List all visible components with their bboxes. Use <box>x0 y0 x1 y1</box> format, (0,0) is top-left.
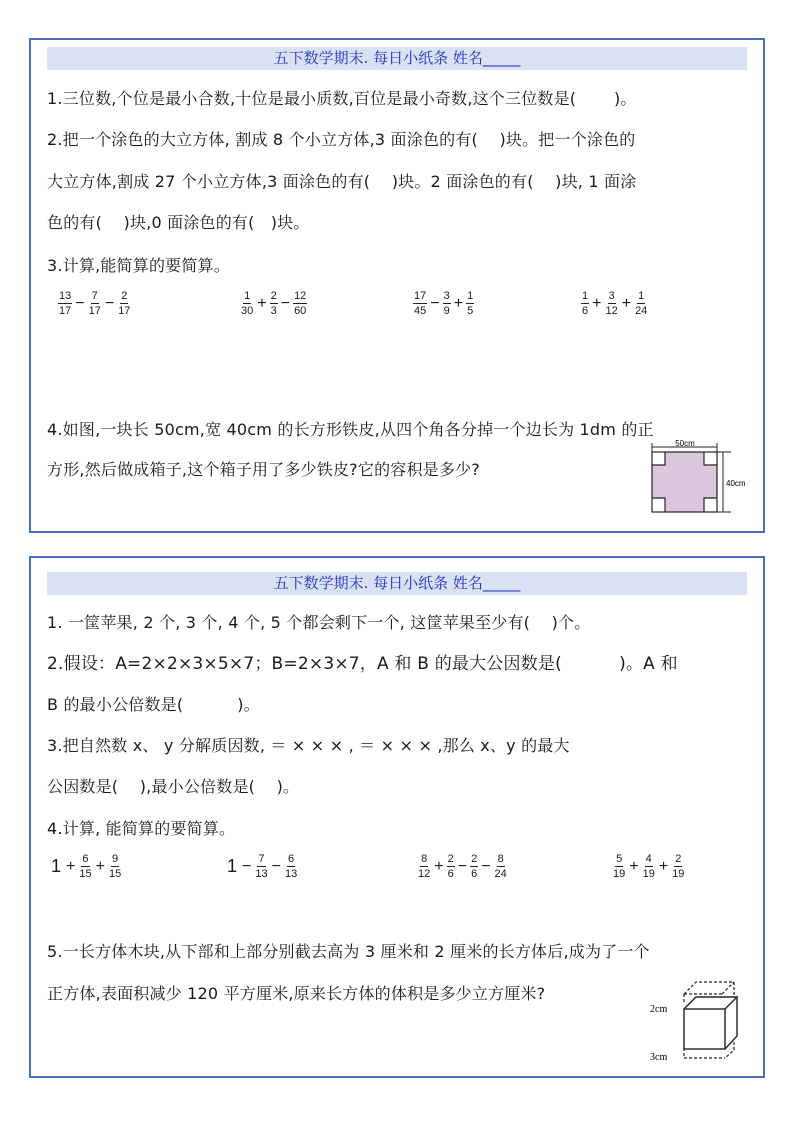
denominator: 17 <box>88 305 101 317</box>
numerator: 2 <box>447 853 454 865</box>
numerator: 8 <box>421 853 428 865</box>
fraction <box>447 853 455 880</box>
question-2-line-1: 2.假设：A=2×2×3×5×7；B=2×3×7，A 和 B 的最大公因数是( )。A 和 <box>47 654 678 674</box>
operator: − <box>430 294 440 312</box>
fraction <box>117 290 131 317</box>
operator: + <box>434 857 444 875</box>
numerator: 1 <box>244 290 251 302</box>
fraction <box>470 853 478 880</box>
width-label: 50cm <box>675 439 695 448</box>
question-3-line-2: 公因数是( ),最小公倍数是( )。 <box>47 777 300 796</box>
denominator: 6 <box>447 868 454 880</box>
numerator: 2 <box>675 853 682 865</box>
worksheet-header: 五下数学期末. 每日小纸条 姓名_____ <box>47 47 747 70</box>
numerator: 2 <box>471 853 478 865</box>
fraction <box>240 290 254 317</box>
numerator: 12 <box>294 290 307 302</box>
operator: + <box>95 857 105 875</box>
numerator: 13 <box>59 290 72 302</box>
expression <box>239 290 308 317</box>
question-2-line-3: 色的有( )块,0 面涂色的有( )块。 <box>47 213 310 232</box>
bottom-cut-label: 3cm <box>650 1052 668 1063</box>
question-2-line-1: 2.把一个涂色的大立方体, 割成 8 个小立方体,3 面涂色的有( )块。把一个涂色的 <box>47 130 636 149</box>
numerator: 7 <box>91 290 98 302</box>
whole-number: 1 <box>51 856 62 876</box>
operator: + <box>592 294 602 312</box>
denominator: 13 <box>284 868 298 880</box>
numerator: 17 <box>414 290 427 302</box>
operator: + <box>257 294 267 312</box>
denominator: 9 <box>443 305 450 317</box>
operator: + <box>658 857 669 875</box>
fraction <box>254 853 268 880</box>
denominator: 3 <box>270 305 277 317</box>
denominator: 30 <box>241 305 254 317</box>
fraction <box>284 853 298 880</box>
numerator: 7 <box>258 853 265 865</box>
sheet-metal-figure <box>643 438 763 518</box>
fraction <box>293 290 307 317</box>
numerator: 6 <box>288 853 295 865</box>
question-5-line-1: 5.一长方体木块,从下部和上部分别截去高为 3 厘米和 2 厘米的长方体后,成为了一个 <box>47 942 650 961</box>
denominator: 6 <box>582 305 589 317</box>
fraction <box>270 290 278 317</box>
denominator: 60 <box>294 305 307 317</box>
denominator: 5 <box>467 305 474 317</box>
denominator: 24 <box>635 305 648 317</box>
denominator: 15 <box>108 868 122 880</box>
fraction <box>612 853 626 880</box>
calc-row <box>31 290 763 326</box>
fraction <box>108 853 122 880</box>
numerator: 1 <box>638 290 645 302</box>
denominator: 19 <box>642 868 655 880</box>
operator: − <box>280 294 291 312</box>
numerator: 5 <box>616 853 623 865</box>
expression <box>227 853 299 880</box>
expression <box>416 853 509 880</box>
whole-number: 1 <box>227 856 238 876</box>
fraction <box>604 290 618 317</box>
denominator: 12 <box>605 305 618 317</box>
fraction <box>58 290 72 317</box>
operator: − <box>75 294 85 312</box>
question-4-title: 4.计算, 能简算的要简算。 <box>47 819 236 838</box>
fraction <box>413 290 427 317</box>
question-1: 1.三位数,个位是最小合数,十位是最小质数,百位是最小奇数,这个三位数是( )。 <box>47 89 637 108</box>
expression <box>611 853 686 880</box>
numerator: 3 <box>608 290 615 302</box>
question-4-line-1: 4.如图,一块长 50cm,宽 40cm 的长方形铁皮,从四个角各分掉一个边长为 1dm 的正 <box>47 420 654 439</box>
calc-row <box>31 853 763 889</box>
worksheet-card-1 <box>29 38 765 533</box>
fraction <box>88 290 102 317</box>
numerator: 3 <box>443 290 450 302</box>
question-2-line-2: 大立方体,割成 27 个小立方体,3 面涂色的有( )块。2 面涂色的有( )块, 1 面涂 <box>47 172 637 191</box>
denominator: 17 <box>118 305 131 317</box>
expression <box>412 290 475 317</box>
numerator: 2 <box>270 290 277 302</box>
denominator: 15 <box>79 868 92 880</box>
fraction <box>466 290 474 317</box>
numerator: 2 <box>121 290 128 302</box>
question-1: 1. 一筐苹果, 2 个, 3 个, 4 个, 5 个都会剩下一个, 这筐苹果至少有( )个。 <box>47 613 591 632</box>
denominator: 17 <box>59 305 72 317</box>
numerator: 1 <box>467 290 474 302</box>
expression <box>580 290 649 317</box>
question-5-line-2: 正方体,表面积减少 120 平方厘米,原来长方体的体积是多少立方厘米? <box>47 984 546 1003</box>
height-label: 40cm <box>726 479 746 488</box>
operator: + <box>621 294 632 312</box>
fraction <box>494 853 508 880</box>
question-3-line-1: 3.把自然数 x、 y 分解质因数, ＝ × × × , ＝ × × × ,那么 x、y 的最大 <box>47 736 570 755</box>
denominator: 19 <box>613 868 626 880</box>
numerator: 6 <box>82 853 89 865</box>
fraction <box>443 290 451 317</box>
fraction <box>634 290 648 317</box>
denominator: 45 <box>414 305 427 317</box>
fraction <box>671 853 685 880</box>
operator: − <box>104 294 115 312</box>
fraction <box>581 290 589 317</box>
operator: + <box>453 294 464 312</box>
cuboid-figure <box>646 978 746 1068</box>
top-cut-label: 2cm <box>650 1004 668 1015</box>
operator: + <box>66 857 76 875</box>
denominator: 12 <box>418 868 431 880</box>
operator: − <box>242 857 252 875</box>
question-2-line-2: B 的最小公倍数是( )。 <box>47 695 260 714</box>
denominator: 24 <box>494 868 507 880</box>
expression <box>51 853 123 880</box>
worksheet-header: 五下数学期末. 每日小纸条 姓名_____ <box>47 572 747 595</box>
operator: − <box>481 857 491 875</box>
numerator: 4 <box>645 853 652 865</box>
fraction <box>642 853 656 880</box>
operator: − <box>271 857 281 875</box>
denominator: 13 <box>255 868 268 880</box>
fraction <box>417 853 431 880</box>
numerator: 8 <box>497 853 504 865</box>
operator: − <box>457 857 468 875</box>
numerator: 1 <box>582 290 589 302</box>
question-3-title: 3.计算,能简算的要简算。 <box>47 256 230 275</box>
denominator: 6 <box>471 868 478 880</box>
denominator: 19 <box>672 868 685 880</box>
expression <box>57 290 132 317</box>
question-4-line-2: 方形,然后做成箱子,这个箱子用了多少铁皮?它的容积是多少? <box>47 460 480 479</box>
operator: + <box>629 857 639 875</box>
fraction <box>78 853 92 880</box>
worksheet-card-2 <box>29 556 765 1078</box>
numerator: 9 <box>112 853 119 865</box>
